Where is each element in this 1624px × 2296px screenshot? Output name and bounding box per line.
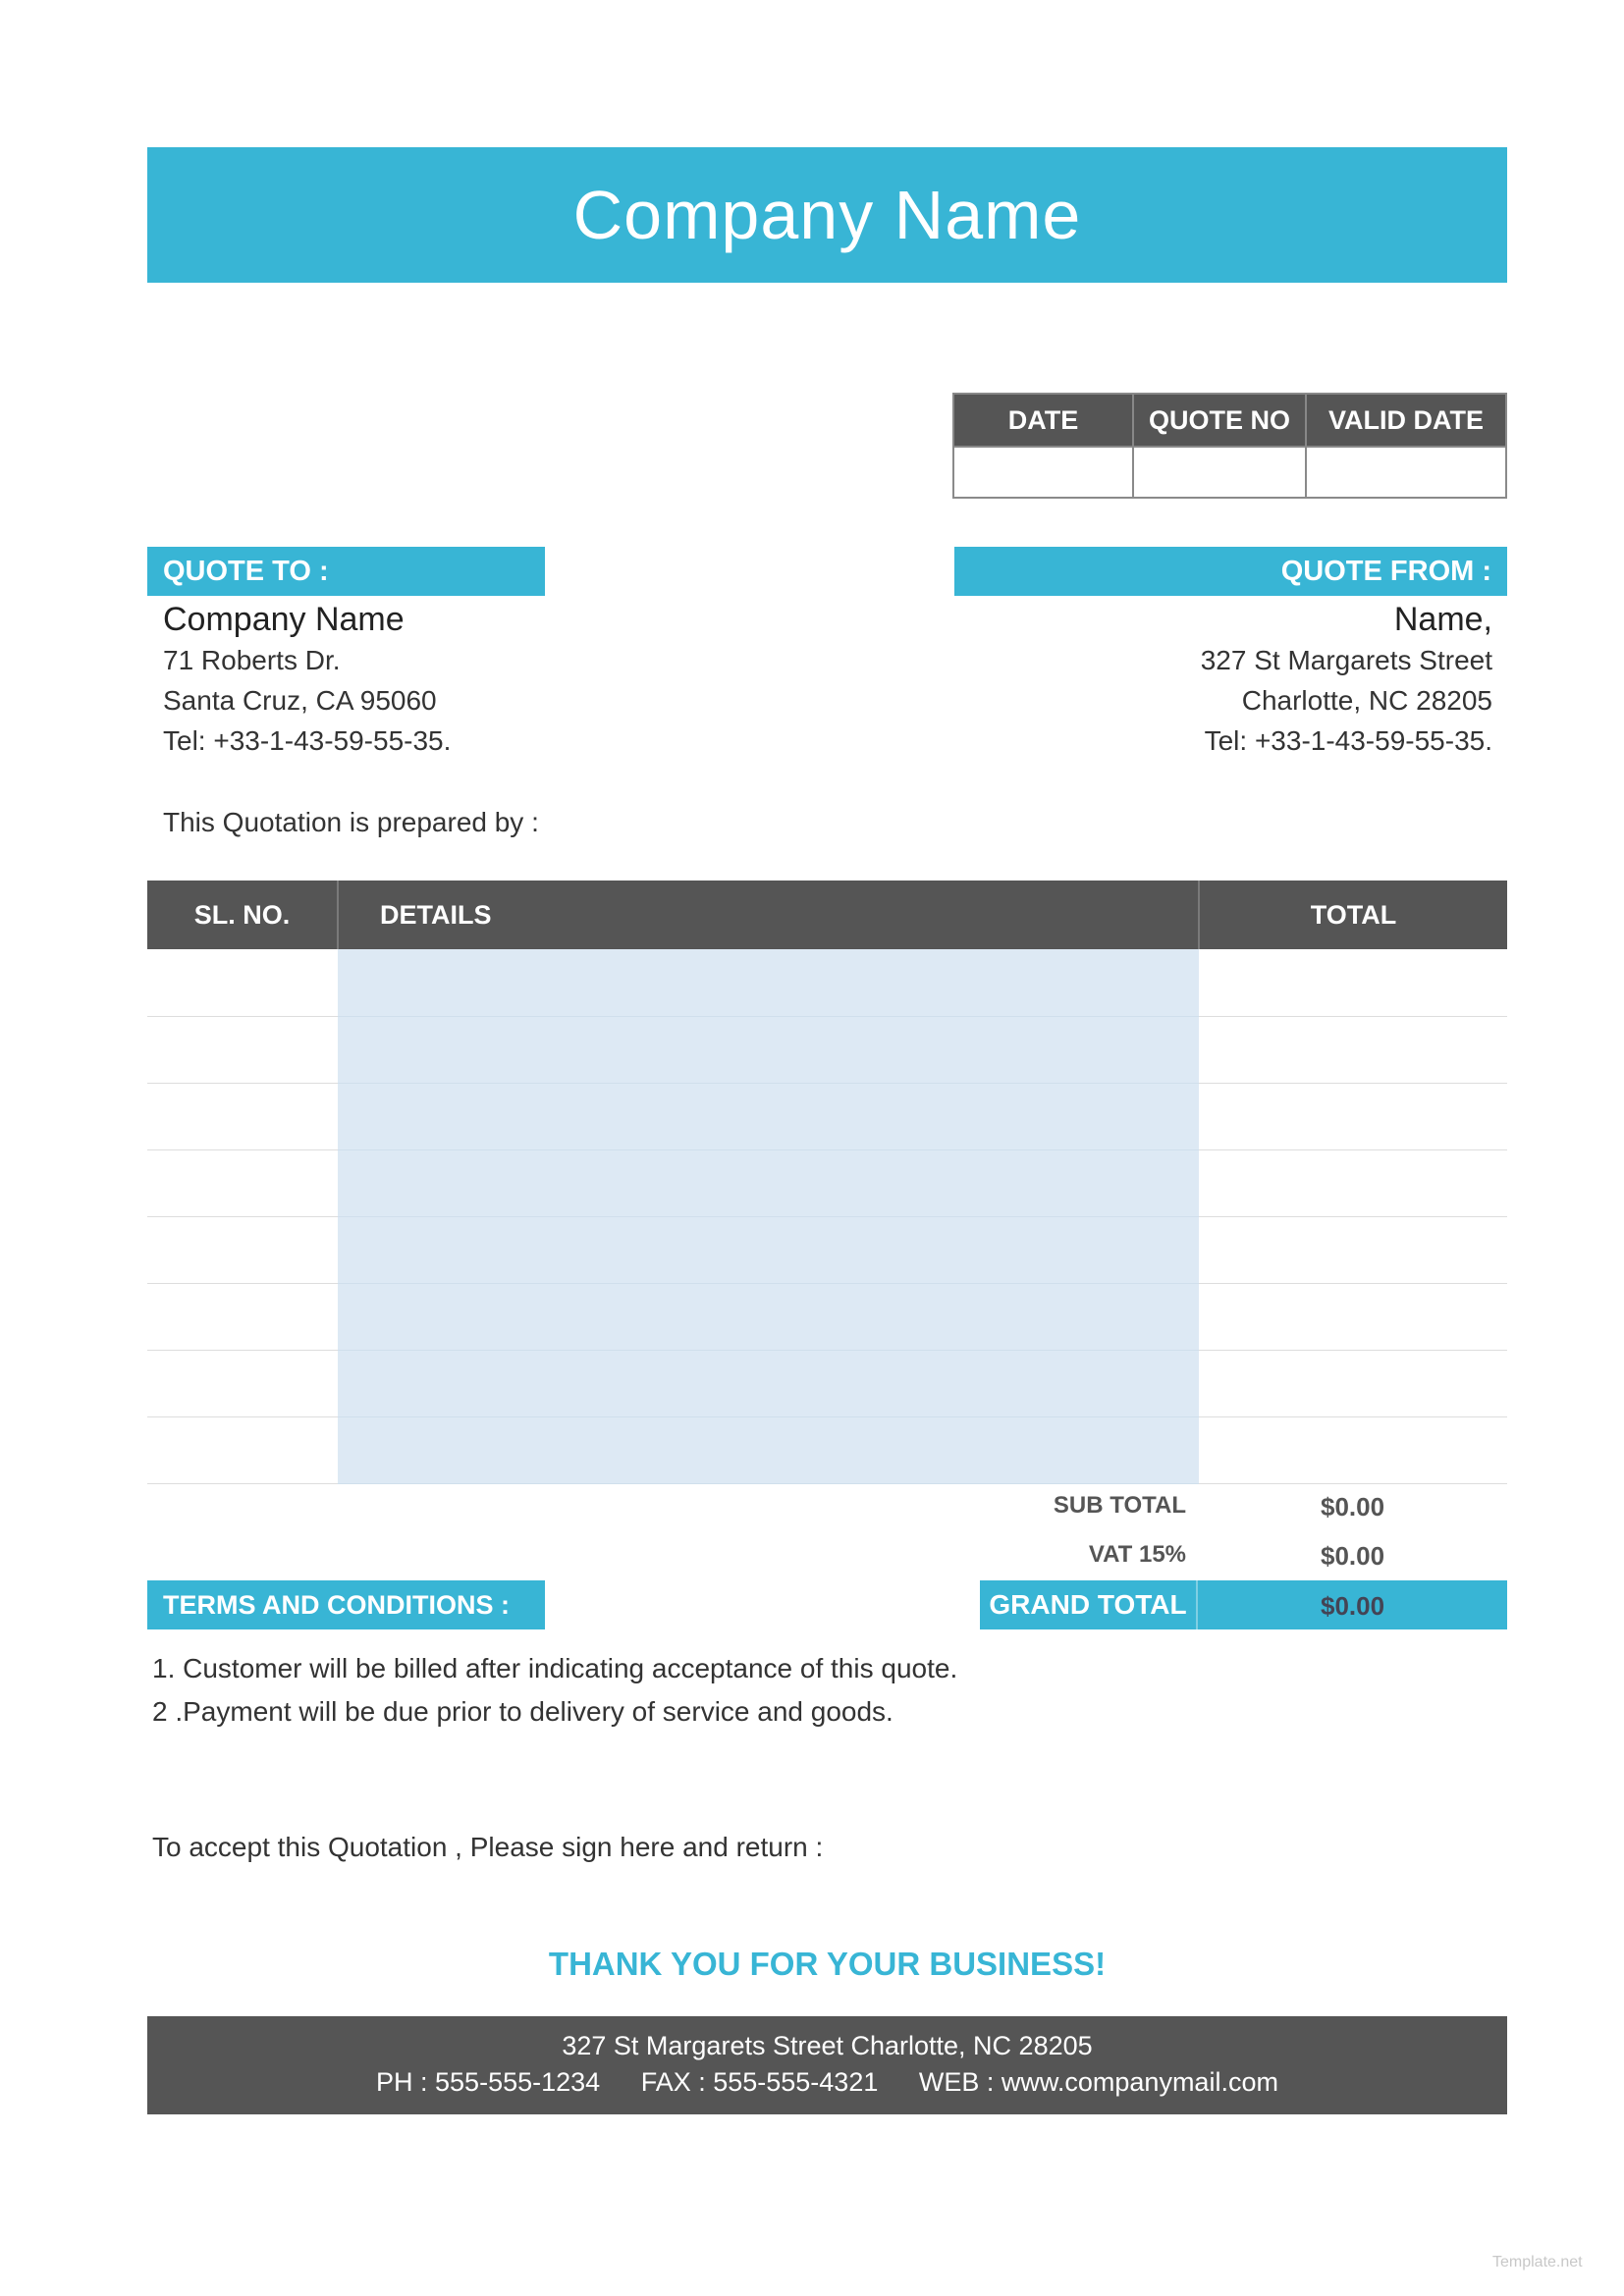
- total-cell[interactable]: [1199, 1350, 1507, 1416]
- sub-total-label: SUB TOTAL: [1053, 1492, 1186, 1519]
- quote-to-name: Company Name: [163, 601, 405, 638]
- total-cell[interactable]: [1199, 1149, 1507, 1216]
- footer-address: 327 St Margarets Street Charlotte, NC 28205: [562, 2031, 1093, 2060]
- grand-total-value: $0.00: [1321, 1591, 1385, 1621]
- vat-value: $0.00: [1321, 1541, 1385, 1571]
- table-row: [147, 1283, 1507, 1350]
- details-header: DETAILS: [338, 881, 1199, 949]
- vat-label: VAT 15%: [1088, 1541, 1186, 1568]
- term-item: 1. Customer will be billed after indicating acceptance of this quote.: [152, 1653, 958, 1683]
- watermark: Template.net: [1492, 2254, 1583, 2270]
- sl-no-cell[interactable]: [147, 1083, 338, 1149]
- details-cell[interactable]: [338, 1283, 1199, 1350]
- quote-no-field[interactable]: [1133, 447, 1306, 498]
- term-item: 2 .Payment will be due prior to delivery of service and goods.: [152, 1696, 893, 1727]
- terms-list: [152, 1647, 957, 1734]
- footer-phone: PH : 555-555-1234: [376, 2067, 601, 2097]
- items-table: [147, 881, 1507, 1484]
- details-cell[interactable]: [338, 1216, 1199, 1283]
- total-cell[interactable]: [1199, 1083, 1507, 1149]
- details-cell[interactable]: [338, 1083, 1199, 1149]
- details-cell[interactable]: [338, 1416, 1199, 1483]
- sl-no-cell[interactable]: [147, 1350, 338, 1416]
- details-cell[interactable]: [338, 1016, 1199, 1083]
- sl-no-cell[interactable]: [147, 1283, 338, 1350]
- quote-to-city: Santa Cruz, CA 95060: [163, 685, 437, 716]
- date-header: DATE: [953, 394, 1133, 447]
- table-row: [147, 1350, 1507, 1416]
- footer-fax: FAX : 555-555-4321: [640, 2067, 879, 2097]
- sl-no-cell[interactable]: [147, 1216, 338, 1283]
- company-title: Company Name: [572, 177, 1082, 253]
- footer-bar: [147, 2016, 1507, 2114]
- sub-total-value: $0.00: [1321, 1492, 1385, 1522]
- footer-contacts: [147, 2064, 1507, 2101]
- quote-to-label: QUOTE TO :: [147, 547, 545, 596]
- total-header: TOTAL: [1199, 881, 1507, 949]
- sl-no-cell[interactable]: [147, 1016, 338, 1083]
- grand-total-band: [980, 1580, 1507, 1629]
- details-cell[interactable]: [338, 1149, 1199, 1216]
- table-row: [147, 1083, 1507, 1149]
- grand-total-label: GRAND TOTAL: [980, 1580, 1198, 1629]
- sl-no-header: SL. NO.: [147, 881, 338, 949]
- total-cell[interactable]: [1199, 1283, 1507, 1350]
- items-body: [147, 949, 1507, 1483]
- header-band: [147, 147, 1507, 283]
- quote-to-street: 71 Roberts Dr.: [163, 645, 341, 675]
- sl-no-cell[interactable]: [147, 949, 338, 1016]
- table-row: [147, 1216, 1507, 1283]
- table-row: [147, 1416, 1507, 1483]
- total-cell[interactable]: [1199, 949, 1507, 1016]
- total-cell[interactable]: [1199, 1016, 1507, 1083]
- quote-from-city: Charlotte, NC 28205: [1241, 685, 1492, 716]
- quote-from-street: 327 St Margarets Street: [1200, 645, 1492, 675]
- sl-no-cell[interactable]: [147, 1149, 338, 1216]
- sl-no-cell[interactable]: [147, 1416, 338, 1483]
- date-field[interactable]: [953, 447, 1133, 498]
- footer-web[interactable]: WEB : www.companymail.com: [918, 2067, 1278, 2097]
- valid-date-field[interactable]: [1306, 447, 1506, 498]
- thank-you-message: THANK YOU FOR YOUR BUSINESS!: [548, 1946, 1107, 1982]
- table-row: [147, 1016, 1507, 1083]
- quote-from-name: Name,: [1393, 601, 1492, 638]
- terms-label: TERMS AND CONDITIONS :: [147, 1580, 545, 1629]
- accept-instructions: To accept this Quotation , Please sign here and return :: [152, 1832, 824, 1862]
- quote-to-tel: Tel: +33-1-43-59-55-35.: [163, 725, 452, 756]
- total-cell[interactable]: [1199, 1216, 1507, 1283]
- quote-from-tel: Tel: +33-1-43-59-55-35.: [1204, 725, 1492, 756]
- prepared-by-text: This Quotation is prepared by :: [163, 807, 539, 837]
- total-cell[interactable]: [1199, 1416, 1507, 1483]
- quote-from-label: QUOTE FROM :: [954, 547, 1507, 596]
- table-row: [147, 1149, 1507, 1216]
- details-cell[interactable]: [338, 1350, 1199, 1416]
- quote-no-header: QUOTE NO: [1133, 394, 1306, 447]
- details-cell[interactable]: [338, 949, 1199, 1016]
- table-row: [147, 949, 1507, 1016]
- quote-meta-table: [952, 393, 1507, 499]
- quote-to-address: [163, 599, 451, 761]
- valid-date-header: VALID DATE: [1306, 394, 1506, 447]
- quote-from-address: [1201, 599, 1492, 761]
